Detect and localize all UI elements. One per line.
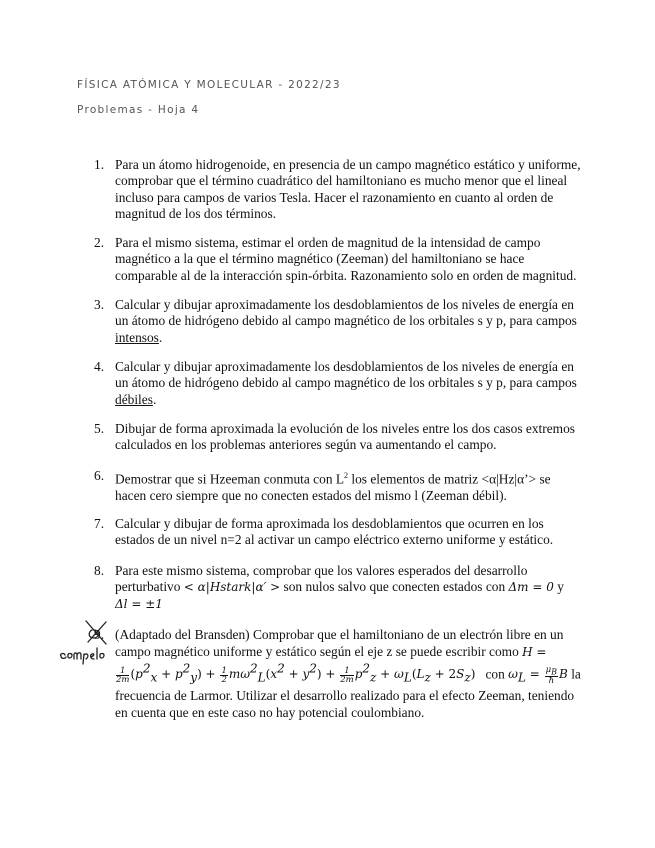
problem-text: Calcular y dibujar aproximadamente los desdoblamientos de los niveles de energía en un átomo de hidrógeno debido al campo magnético de los orbitales s y p, para campos intensos. xyxy=(115,297,577,345)
problem-number: 3. xyxy=(94,297,105,312)
underlined-word: débiles xyxy=(115,391,153,407)
matrix-element-math: < α|Hstark|α′ > xyxy=(183,580,281,595)
problem-number: 4. xyxy=(94,359,105,374)
problem-text: Para un átomo hidrogenoide, en presencia de un campo magnético estático y uniforme, comprobar que el término cuadrático del hamiltoniano es mucho menor que el lineal incluso para campos de varios Tesla. Hacer el razonamiento en cuanto al orden de magnitud de los dos términos. xyxy=(115,157,581,221)
problem-number: 9. xyxy=(94,627,105,642)
problem-number: 1. xyxy=(94,157,105,172)
problem-number: 8. xyxy=(94,563,105,578)
delta-m-math: Δm = 0 xyxy=(508,580,554,595)
delta-l-math: Δl = ±1 xyxy=(115,596,163,611)
problem-text: Para el mismo sistema, estimar el orden de magnitud de la intensidad de campo magnético a la que el término magnético (Zeeman) del hamiltoniano se hace comparable al de la interacción spin-órbita. Razonamiento solo en orden de magnitud. xyxy=(115,235,577,283)
problem-text: Calcular y dibujar aproximadamente los desdoblamientos de los niveles de energía en un átomo de hidrógeno debido al campo magnético de los orbitales s y p, para campos débiles. xyxy=(115,359,577,407)
problem-text: Para este mismo sistema, comprobar que los valores esperados del desarrollo perturbativo < α|Hstark|α′ > son nulos salvo que conecten estados con Δm = 0 y Δl = ±1 xyxy=(115,563,564,611)
hamiltonian-symbol: H = xyxy=(522,645,547,659)
sheet-title: Problemas - Hoja 4 xyxy=(77,104,200,116)
underlined-word: intensos xyxy=(115,329,159,345)
problem-text: (Adaptado del Bransden) Comprobar que el hamiltoniano de un electrón libre en un campo magnético uniforme y estático según el eje z se puede escribir como H = $\frac{1}{2m}$ $(p^2_x + p^2_y)$ + $\frac{1}{2}$ $m\omega^2_L(x^2 + y^2)$ + $\frac{1}{2m}$ $p^2_z + \omega_L(L_z + 2S_z)$ con $\omega_L$ = $\frac{\mu_B}{ħ}$ B la frecuencia de Larmor. Utilizar el desarrollo realizado para el efecto Zeeman, teniendo en cuenta que en este caso no hay potencial coulombiano. xyxy=(115,627,581,721)
problem-number: 7. xyxy=(94,516,105,531)
problem-text: Calcular y dibujar de forma aproximada los desdoblamientos que ocurren en los estados de un nivel n=2 al activar un campo eléctrico externo uniforme y estático. xyxy=(115,516,554,548)
problem-number: 6. xyxy=(94,468,105,483)
hamiltonian-equation: $\frac{1}{2m}$ $(p^2_x + p^2_y)$ + $\frac{1}{2}$ $m\omega^2_L(x^2 + y^2)$ + $\frac{1}{2m}$ $p^2_z + \omega_L(L_z + 2S_z)$ xyxy=(116,662,476,686)
problem-number: 2. xyxy=(94,235,105,250)
problem-number: 5. xyxy=(94,421,105,436)
course-title: FÍSICA ATÓMICA Y MOLECULAR - 2022/23 xyxy=(77,79,341,91)
handwritten-annotation xyxy=(58,618,118,668)
problem-text: Dibujar de forma aproximada la evolución de los niveles entre los dos casos extremos calculados en los problemas anteriores según va aumentando el campo. xyxy=(115,421,575,453)
problem-text: Demostrar que si Hzeeman conmuta con $L^2$ los elementos de matriz <α|Hz|α’> se hacen cero siempre que no conecten estados del mismo l (Zeeman débil). xyxy=(115,471,551,503)
